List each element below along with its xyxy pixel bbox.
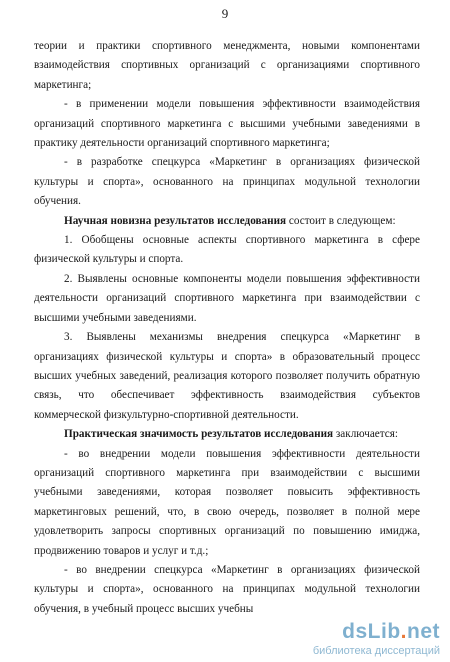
paragraph-6: 2. Выявлены основные компоненты модели повышения эффективности деятельности организаций спортивного маркетинга при взаимодействии с высшими учебными заведениями.	[34, 272, 420, 324]
paragraph-2: - в применении модели повышения эффективности взаимодействия организаций спортивного маркетинга с высшими учебными заведениями в практику деятельности организаций спортивного маркетинга;	[34, 98, 420, 150]
section-heading-novelty: Научная новизна результатов исследования состоит в следующем:	[64, 214, 396, 227]
document-body	[34, 37, 420, 619]
dslib-logo: dsLib.net	[342, 620, 440, 643]
paragraph-10: - во внедрении спецкурса «Маркетинг в организациях физической культуры и спорта», основанного на принципах модульной технологии обучения, в учебный процесс высших учебны	[34, 563, 420, 615]
paragraph-9: - во внедрении модели повышения эффективности деятельности организаций спортивного маркетинга при взаимодействии с высшими учебными заведениями, которая позволяет повысить эффективность маркетинговых решений, что, в свою очередь, позволяет в полной мере удовлетворить запросы спортивных организаций по повышению имиджа, продвижению товаров и услуг и т.д.;	[34, 447, 420, 557]
paragraph-5: 1. Обобщены основные аспекты спортивного маркетинга в сфере физической культуры и спорта.	[34, 234, 420, 266]
paragraph-3: - в разработке спецкурса «Маркетинг в организациях физической культуры и спорта», основанного на принципах модульной технологии обучения.	[34, 156, 420, 208]
paragraph-1: теории и практики спортивного менеджмента, новыми компонентами взаимодействия спортивных организаций с организациями спортивного маркетинга;	[34, 40, 420, 91]
section-heading-significance: Практическая значимость результатов исследования заключается:	[64, 428, 399, 441]
dslib-watermark[interactable]	[300, 621, 440, 659]
watermark-subtitle: библиотека диссертаций	[312, 645, 440, 657]
paragraph-7: 3. Выявлены механизмы внедрения спецкурса «Маркетинг в организациях физической культуры и спорта» в образовательный процесс высших учебных заведений, реализация которого позволяет получить обратную связь, что обеспечивает эффективность взаимодействия субъектов коммерческой физкультурно-спортивной деятельности.	[34, 331, 420, 421]
page-number: 9	[221, 6, 229, 21]
